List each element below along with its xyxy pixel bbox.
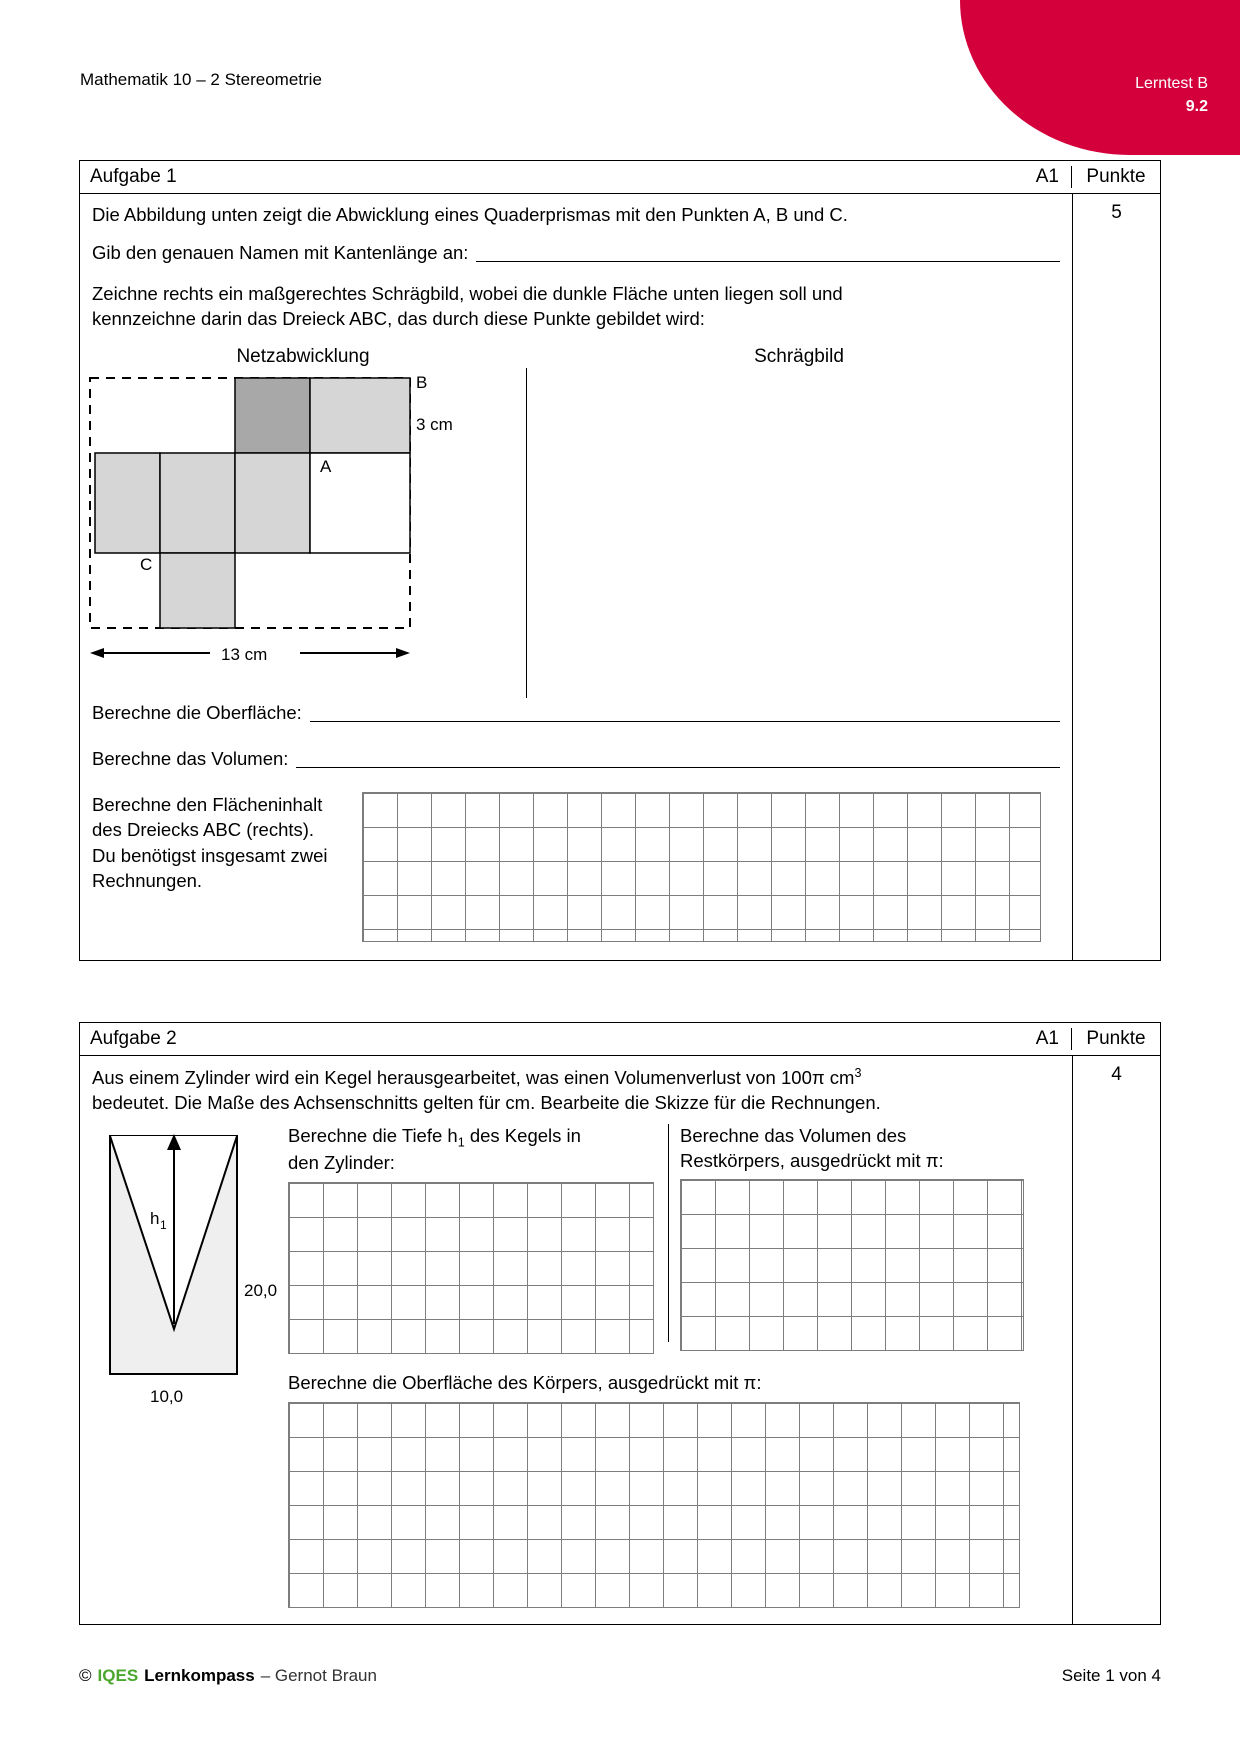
task-1-triangle-line-4: Rechnungen. [92, 870, 203, 892]
lerntest-number: 9.2 [1185, 98, 1208, 116]
task-2-subtask-3 [288, 1372, 1060, 1608]
task-1-triangle-line-3: Du benötigst insgesamt zwei [92, 844, 328, 866]
task-1-surface-row [80, 702, 1072, 726]
svg-text:13 cm: 13 cm [221, 644, 268, 664]
task-1-col-netz: Netzabwicklung [236, 345, 370, 367]
task-2-header [80, 1023, 1160, 1056]
task-2-grid-1[interactable] [288, 1182, 654, 1354]
pi-symbol-2: π [925, 1149, 939, 1171]
task-2-body [80, 1056, 1160, 1624]
cylinder-cone-sketch-svg [92, 1124, 288, 1424]
task-1-volume-label: Berechne das Volumen: [92, 747, 289, 769]
task-2-intro-sup: 3 [854, 1066, 862, 1080]
svg-text:10,0: 10,0 [150, 1387, 184, 1407]
task-2-grid-2[interactable] [680, 1179, 1024, 1351]
task-2-level: A1 [1035, 1028, 1059, 1049]
task-1-volume-row [80, 748, 1072, 772]
task-1-body [80, 194, 1160, 960]
lerntest-label: Lerntest B [1135, 75, 1208, 92]
task-2-sub1-b: des Kegels in [464, 1125, 581, 1147]
task-1-name-label: Gib den genauen Namen mit Kantenlänge an: [92, 241, 469, 263]
task-2-sub1-sub: 1 [457, 1135, 465, 1150]
task-2-sub1-line-1 [288, 1124, 658, 1151]
pi-symbol-3: π [743, 1371, 757, 1393]
cylinder-cone-sketch [92, 1124, 288, 1608]
task-2-grid-3[interactable] [288, 1402, 1020, 1608]
task-2-points-value: 4 [1072, 1056, 1160, 1624]
net-diagram-svg [80, 368, 526, 698]
task-2-work-area [80, 1116, 1072, 1624]
task-1-col-schraegbild: Schrägbild [754, 345, 844, 367]
task-1-header [80, 161, 1160, 194]
task-2-sub1-line-2: den Zylinder: [288, 1152, 395, 1174]
task-2-intro-b: cm [824, 1067, 855, 1089]
footer-page-number: Seite 1 von 4 [1061, 1666, 1161, 1685]
pi-symbol-1: π [811, 1067, 825, 1089]
task-2-subtask-1 [288, 1124, 658, 1354]
svg-text:20,0: 20,0 [244, 1281, 278, 1301]
task-2-sub3-b: : [756, 1371, 762, 1393]
svg-text:A: A [320, 456, 332, 476]
subtask-divider-spacer [658, 1124, 680, 1354]
task-2-sub2-line-1: Berechne das Volumen des [680, 1125, 907, 1147]
page-footer [79, 1666, 1161, 1686]
task-1-intro: Die Abbildung unten zeigt die Abwicklung eines Quaderprismas mit den Punkten A, B und C. [92, 204, 848, 225]
copyright-icon: © [79, 1666, 92, 1685]
svg-text:3 cm: 3 cm [416, 414, 453, 434]
corner-label [1135, 72, 1208, 118]
svg-text:B: B [416, 372, 428, 392]
task-1-drawing-headers [80, 346, 1072, 368]
task-2-intro-line-2: bedeutet. Die Maße des Achsenschnitts gelten für cm. Bearbeite die Skizze für die Rechnungen. [92, 1092, 881, 1114]
task-1-main [80, 194, 1072, 960]
task-2-main [80, 1056, 1072, 1624]
task-1-title: Aufgabe 1 [90, 166, 177, 187]
task-1-surface-answer-line[interactable] [310, 720, 1060, 722]
task-2-intro-line-1 [80, 1056, 1072, 1091]
net-diagram [80, 368, 526, 698]
task-1-triangle-row [80, 792, 1072, 960]
lernkompass-text: Lernkompass [144, 1666, 255, 1685]
task-2-sub2-line-2 [680, 1149, 1060, 1173]
task-2-sub3-text [288, 1372, 1060, 1394]
svg-text:h: h [150, 1209, 160, 1229]
task-1-level: A1 [1035, 166, 1059, 187]
task-1-points-label: Punkte [1071, 166, 1160, 188]
task-2-sub3-a: Berechne die Oberfläche des Körpers, ausgedrückt mit [288, 1371, 744, 1393]
task-1-triangle-line-1: Berechne den Flächeninhalt [92, 793, 323, 815]
svg-text:C: C [140, 554, 153, 574]
task-1-grid-answer[interactable] [362, 792, 1041, 942]
task-2-sub2-a: Restkörpers, ausgedrückt mit [680, 1149, 926, 1171]
task-1-name-row [80, 242, 1072, 266]
task-1-triangle-line-2: des Dreiecks ABC (rechts). [92, 819, 315, 841]
task-2-title: Aufgabe 2 [90, 1028, 177, 1049]
task-1-triangle-text [92, 792, 362, 942]
task-1-drawing-area [80, 368, 1072, 698]
iqes-logo-text: IQES [97, 1666, 139, 1685]
task-2-sub2-b: : [938, 1149, 944, 1171]
task-2-subtasks [288, 1124, 1060, 1608]
schraegbild-answer-area[interactable] [526, 368, 1072, 698]
task-2-block [79, 1022, 1161, 1625]
task-2-intro-a: Aus einem Zylinder wird ein Kegel herausgearbeitet, was einen Volumenverlust von 100 [92, 1067, 812, 1089]
footer-brand [79, 1666, 1062, 1686]
svg-text:1: 1 [160, 1218, 167, 1233]
task-2-subtask-row [288, 1124, 1060, 1354]
subtask-divider [668, 1124, 680, 1342]
task-2-sub1-text [288, 1124, 658, 1176]
task-1-name-answer-line[interactable] [476, 260, 1060, 262]
document-subject: Mathematik 10 – 2 Stereometrie [80, 70, 322, 89]
task-2-subtask-2 [680, 1124, 1060, 1354]
task-1-instruction-line-2: kennzeichne darin das Dreieck ABC, das durch diese Punkte gebildet wird: [92, 307, 705, 329]
task-1-block [79, 160, 1161, 961]
task-1-instruction-line-1: Zeichne rechts ein maßgerechtes Schrägbild, wobei die dunkle Fläche unten liegen soll und [92, 282, 843, 304]
task-1-volume-answer-line[interactable] [296, 766, 1060, 768]
task-1-surface-label: Berechne die Oberfläche: [92, 701, 302, 723]
task-1-points-value: 5 [1072, 194, 1160, 960]
footer-author: – Gernot Braun [260, 1666, 377, 1685]
task-2-sub1-a: Berechne die Tiefe h [288, 1125, 458, 1147]
task-2-points-label: Punkte [1071, 1028, 1160, 1050]
task-2-sub2-text [680, 1124, 1060, 1173]
